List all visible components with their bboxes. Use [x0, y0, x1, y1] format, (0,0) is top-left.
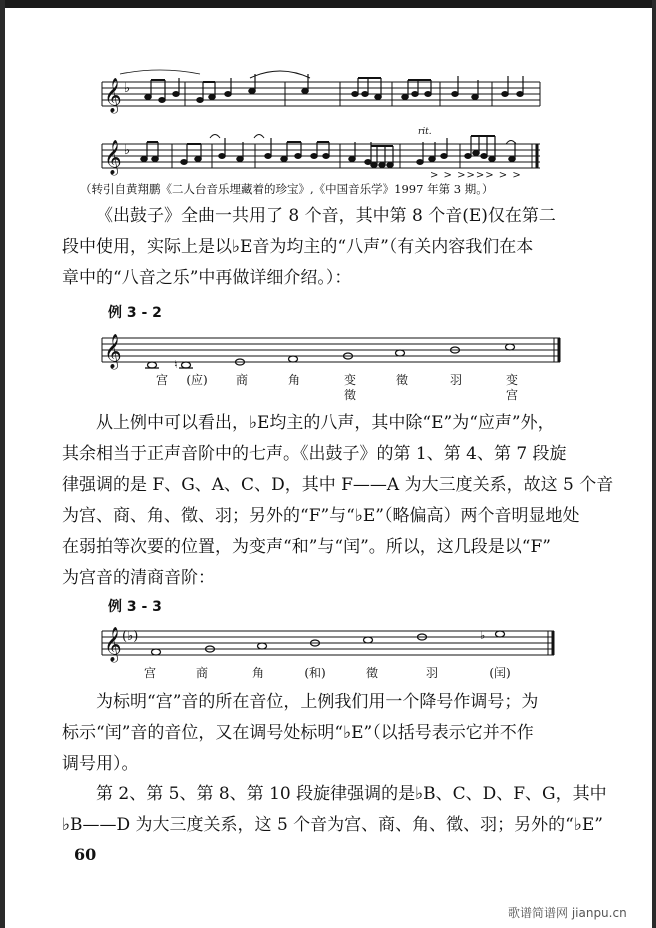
note-label: 变 [343, 373, 357, 387]
music-staff-example-3-3 [100, 625, 560, 663]
note-label: 羽 [449, 373, 463, 387]
scan-border-right [652, 0, 656, 928]
example-label-3-2: 例 3 - 2 [108, 305, 162, 321]
example-label-3-3: 例 3 - 3 [108, 599, 162, 615]
svg-text:> > >>>> > >: > > >>>> > > [430, 170, 522, 181]
note-label: 角 [251, 666, 265, 680]
note-label: 商 [195, 666, 209, 680]
note-label: 羽 [425, 666, 439, 680]
text-line: 律强调的是 F、G、A、C、D，其中 F——A 为大三度关系，故这 5 个音 [62, 475, 614, 495]
paragraph-2 [62, 408, 614, 594]
note-label: 变 [505, 373, 519, 387]
svg-text:♭: ♭ [124, 81, 131, 96]
music-staff-example-3-2 [100, 330, 565, 370]
score-source-caption: （转引自黄翔鹏《二人台音乐埋藏着的珍宝》,《中国音乐学》1997 年第 3 期。） [80, 182, 494, 196]
page-number: 60 [74, 845, 97, 864]
note-label: (闰) [489, 666, 511, 680]
svg-text:𝄞: 𝄞 [104, 140, 122, 175]
music-staff-line-1 [100, 72, 545, 122]
note-label: 徵 [343, 388, 357, 402]
note-label: 宫 [155, 373, 169, 387]
site-watermark: 歌谱简谱网 jianpu.cn [508, 906, 627, 920]
svg-text:♭: ♭ [480, 629, 486, 642]
note-label: 宫 [143, 666, 157, 680]
svg-text:𝄞: 𝄞 [104, 78, 122, 113]
note-label: (应) [186, 373, 208, 387]
text-line: 《出鼓子》全曲一共用了 8 个音，其中第 8 个音(E)仅在第二 [96, 206, 556, 226]
text-line: 章中的“八音之乐”中再做详细介绍。）： [62, 268, 352, 288]
text-line: 为宫音的清商音阶： [62, 568, 215, 588]
paragraph-4 [62, 779, 607, 841]
note-label: 徵 [395, 373, 409, 387]
svg-text:𝄞: 𝄞 [104, 334, 122, 369]
note-label: 宫 [505, 388, 519, 402]
text-line: 调号用）。 [62, 754, 139, 774]
svg-text:(♭): (♭) [122, 629, 139, 644]
svg-text:♭: ♭ [124, 143, 131, 158]
text-line: 标示“闰”音的音位，又在调号处标明“♭E”（以括号表示它并不作 [62, 723, 534, 743]
text-line: 从上例中可以看出，♭E均主的八声，其中除“E”为“应声”外， [96, 413, 555, 433]
text-line: ♭B——D 为大三度关系，这 5 个音为宫、商、角、徵、羽；另外的“♭E” [62, 815, 603, 835]
note-label: 商 [235, 373, 249, 387]
paragraph-1 [62, 201, 582, 294]
text-line: 第 2、第 5、第 8、第 10 段旋律强调的是♭B、C、D、F、G，其中 [96, 784, 607, 804]
text-line: 为标明“宫”音的所在音位，上例我们用一个降号作调号；为 [96, 692, 539, 712]
scan-border-left [0, 0, 5, 928]
note-label: 徵 [365, 666, 379, 680]
note-label: 角 [287, 373, 301, 387]
text-line: 其余相当于正声音阶中的七声。《出鼓子》的第 1、第 4、第 7 段旋 [62, 444, 567, 464]
music-staff-line-2 [100, 128, 545, 180]
svg-text:♮: ♮ [174, 358, 178, 371]
text-line: 在弱拍等次要的位置，为变声“和”与“闰”。所以，这几段是以“F” [62, 537, 551, 557]
rit-mark: rit. [418, 127, 432, 137]
note-label: (和) [304, 666, 326, 680]
paragraph-3 [62, 687, 582, 780]
text-line: 为宫、商、角、徵、羽；另外的“F”与“♭E”（略偏高）两个音明显地处 [62, 506, 580, 526]
svg-text:𝄞: 𝄞 [104, 627, 122, 662]
text-line: 段中使用，实际上是以♭E音为均主的“八声”（有关内容我们在本 [62, 237, 534, 257]
scan-border-top [0, 0, 656, 8]
